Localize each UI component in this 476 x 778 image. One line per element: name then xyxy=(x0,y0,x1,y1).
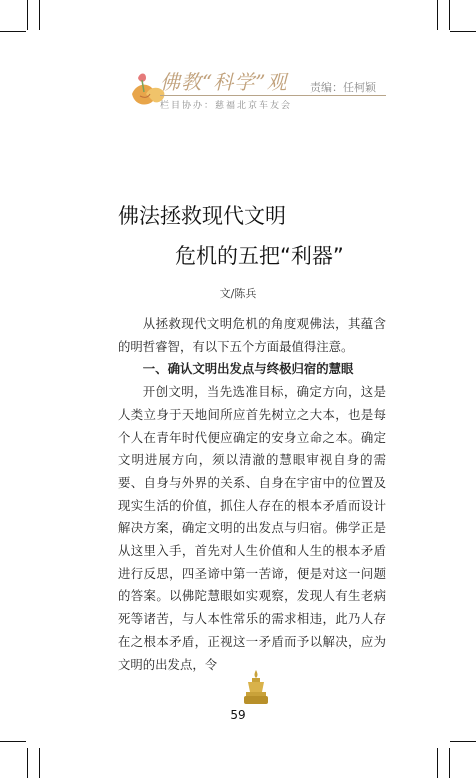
sponsor-credit: 栏目协办：慈福北京车友会 xyxy=(160,101,293,111)
article-byline: 文/陈兵 xyxy=(219,287,257,300)
crop-mark xyxy=(450,741,476,742)
crop-mark xyxy=(437,748,438,778)
intro-paragraph: 从拯救现代文明危机的角度观佛法，其蕴含的明哲睿智，有以下五个方面最值得注意。 xyxy=(118,316,386,354)
section-heading: 一、确认文明出发点与终极归宿的慧眼 xyxy=(142,361,354,377)
crop-mark xyxy=(449,748,450,778)
article-body xyxy=(118,313,386,676)
editor-credit: 责编：任柯颖 xyxy=(310,81,376,94)
column-header xyxy=(0,0,476,120)
section-paragraph: 开创文明，当先选准目标，确定方向，这是人类立身于天地间所应首先树立之大本，也是每个人在青年时代便应确定的安身立命之本。确定文明进展方向，须以清澈的慧眼审视自身的需要、自身与外界的关系、自身在宇宙中的位置及现实生活的价值，抓住人存在的根本矛盾而设计解决方案，确定文明的出发点与归宿。佛学正是从这里入手，首先对人生价值和人生的根本矛盾进行反思，四圣谛中第一苦谛，便是对这一问题的答案。以佛陀慧眼如实观察，发现人有生老病死等诸苦，与人本性常乐的需求相违，此乃人存在之根本矛盾，正视这一矛盾而予以解决，应为文明的出发点，令 xyxy=(118,384,386,672)
article-title-line2: 危机的五把“利器” xyxy=(175,244,344,268)
crop-mark xyxy=(39,748,40,778)
page-number: 59 xyxy=(230,708,246,722)
dharma-emblem-icon xyxy=(242,668,270,706)
article-title-line1: 佛法拯救现代文明 xyxy=(118,204,286,228)
crop-mark xyxy=(0,741,26,742)
header-divider xyxy=(160,95,386,96)
crop-mark xyxy=(27,748,28,778)
column-title: 佛教“科学”观 xyxy=(160,70,288,94)
